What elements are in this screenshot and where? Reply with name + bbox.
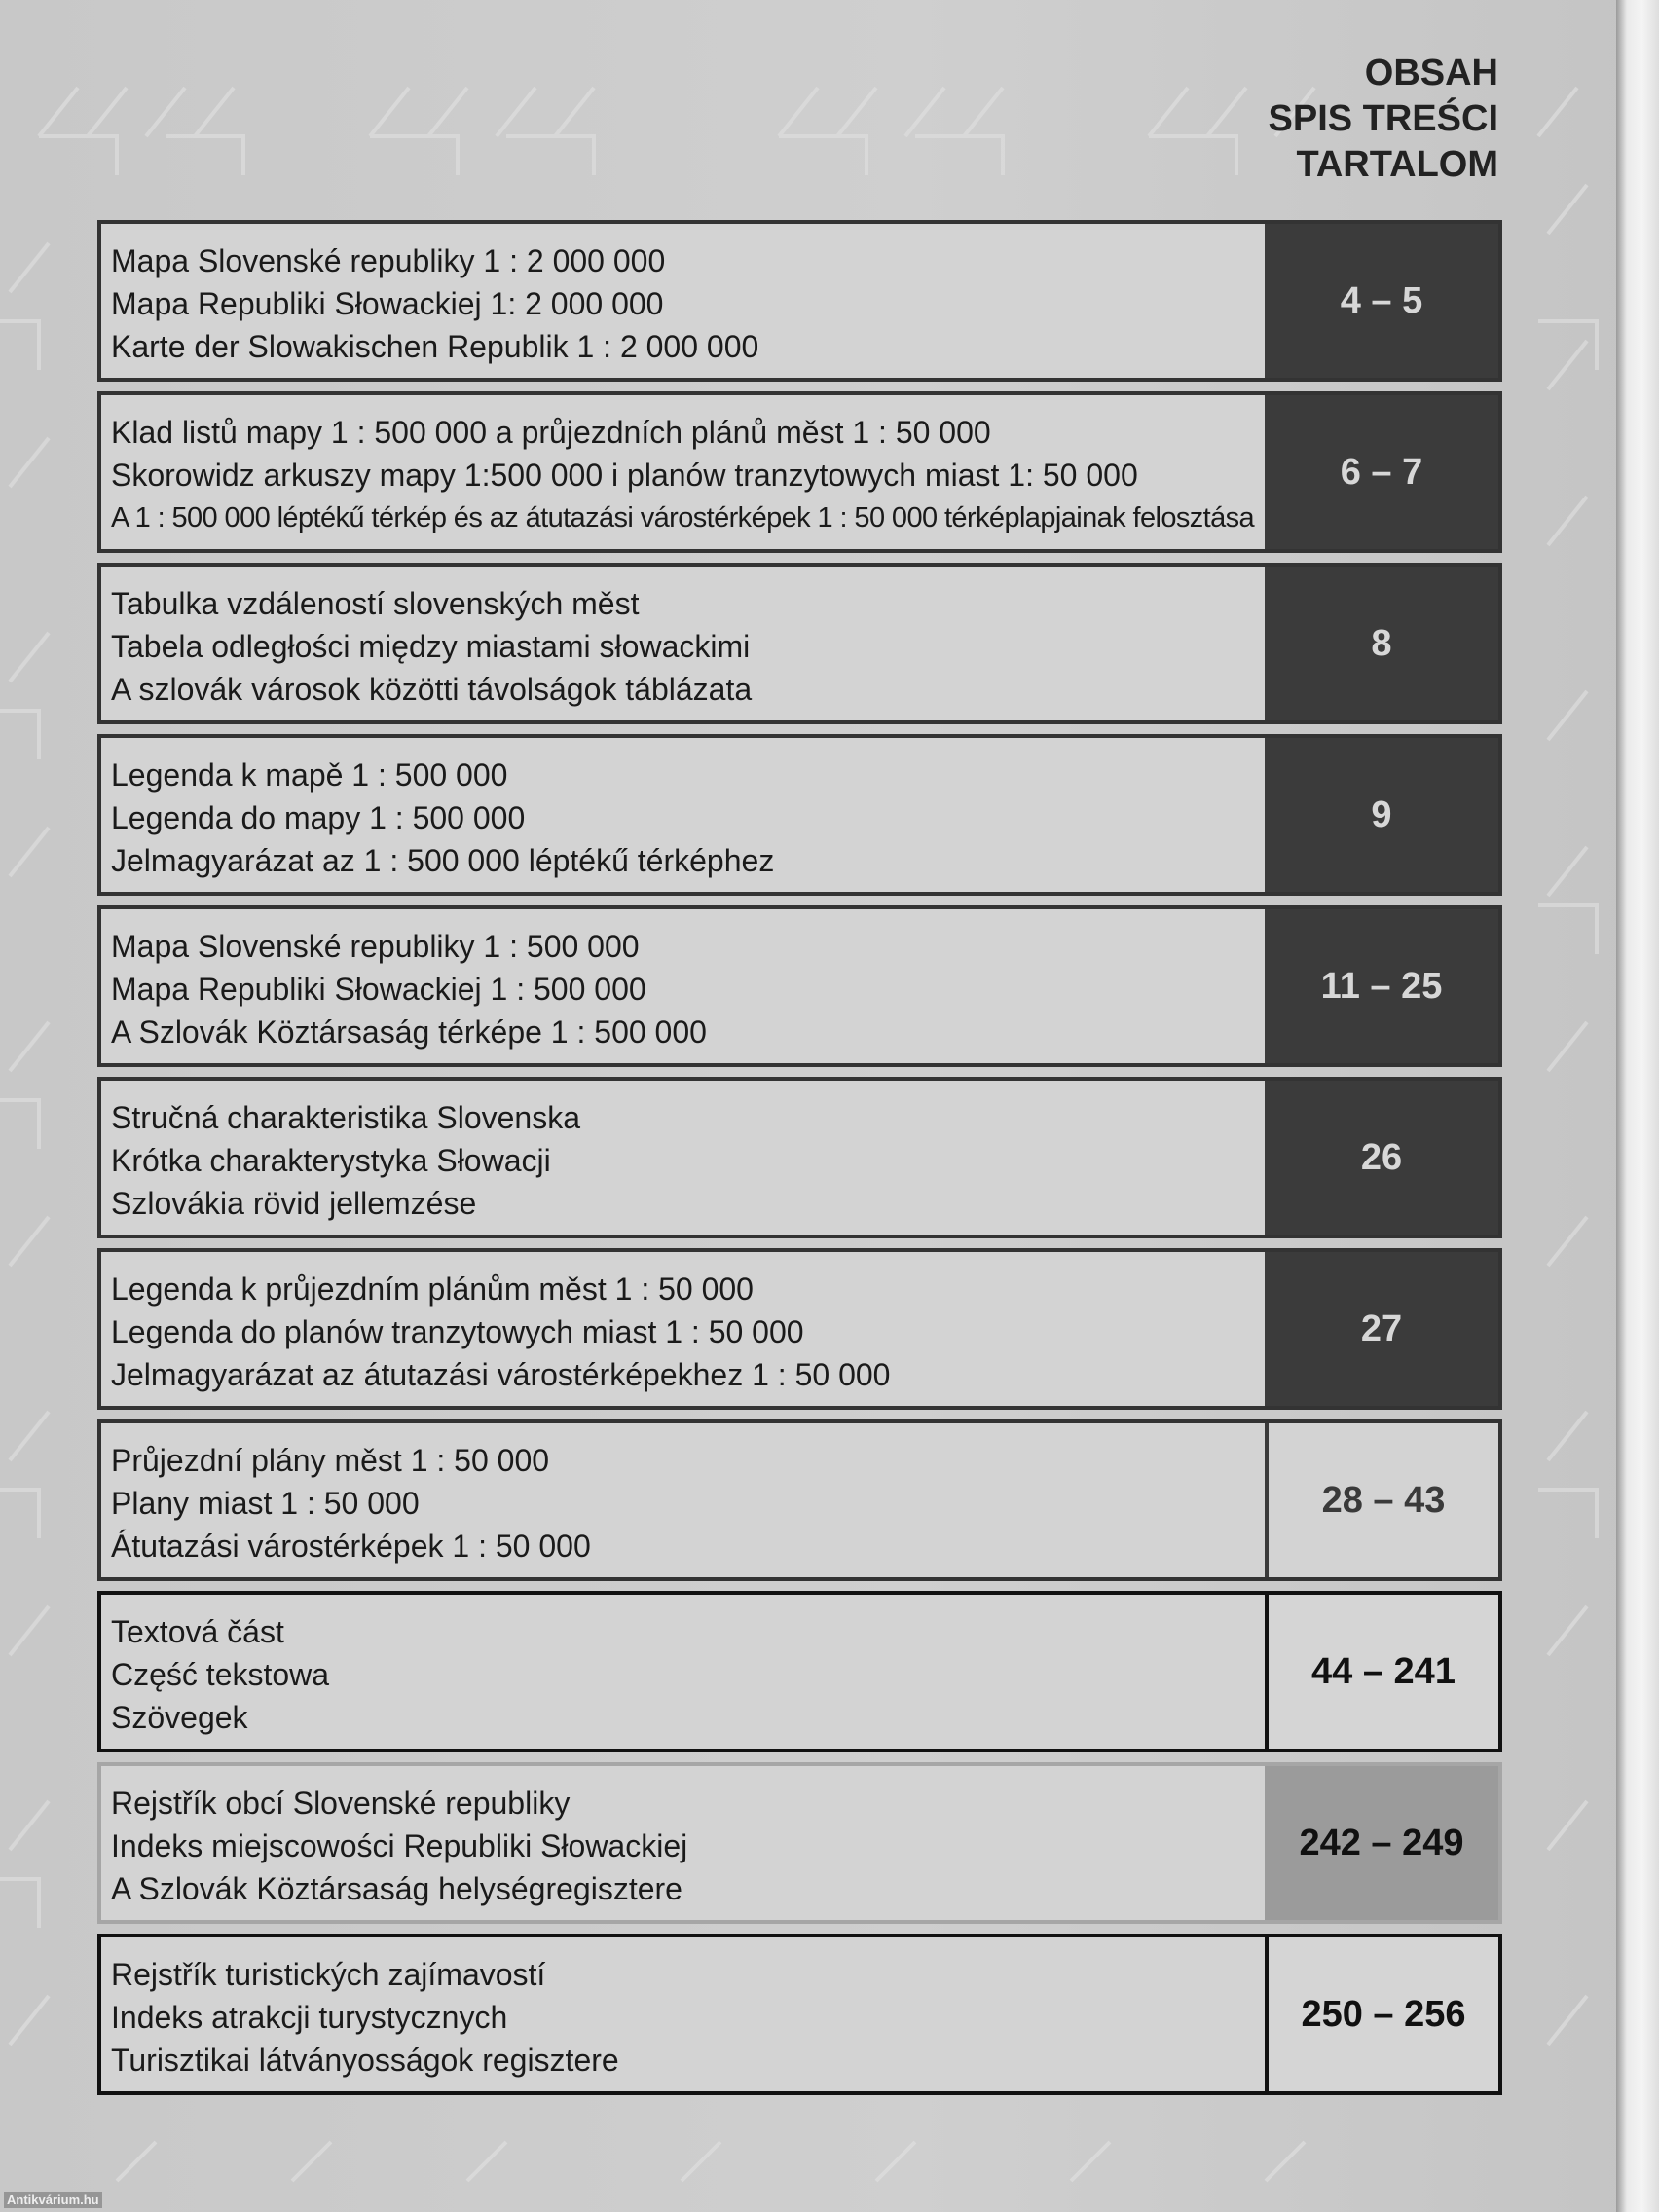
toc-entry[interactable] — [97, 905, 1502, 1067]
toc-entry[interactable] — [97, 1077, 1502, 1238]
toc-entry[interactable] — [97, 563, 1502, 724]
page-range: 250 – 256 — [1265, 1937, 1498, 2091]
entry-title-line: A Szlovák Köztársaság helységregisztere — [111, 1871, 682, 1906]
entry-titles — [101, 1423, 1265, 1577]
page-range: 11 – 25 — [1265, 909, 1498, 1063]
entry-title-line: Szlovákia rövid jellemzése — [111, 1186, 477, 1221]
entry-title-line: A 1 : 500 000 léptékű térkép és az átutazási várostérképek 1 : 50 000 térképlapjainak felosztása — [111, 502, 1255, 534]
entry-title-line: Część tekstowa — [111, 1657, 330, 1692]
page-range: 6 – 7 — [1265, 395, 1498, 549]
heading-polish: SPIS TREŚCI — [1268, 98, 1498, 139]
page-range: 9 — [1265, 738, 1498, 892]
page-range: 242 – 249 — [1265, 1766, 1498, 1920]
entry-title-line: Legenda do planów tranzytowych miast 1 : 50 000 — [111, 1314, 804, 1349]
entry-titles — [101, 1081, 1265, 1235]
toc-entry[interactable] — [97, 1762, 1502, 1924]
entry-title-line: Jelmagyarázat az átutazási várostérképekhez 1 : 50 000 — [111, 1357, 891, 1392]
page-edge — [1616, 0, 1659, 2212]
entry-title-line: Szövegek — [111, 1700, 248, 1735]
toc-entry[interactable] — [97, 220, 1502, 382]
entry-title-line: Tabela odległości między miastami słowackimi — [111, 629, 751, 664]
entry-title-line: Karte der Slowakischen Republik 1 : 2 000 000 — [111, 329, 759, 364]
entry-title-line: Textová část — [111, 1614, 284, 1649]
contents-heading — [1269, 51, 1499, 188]
toc-entry[interactable] — [97, 1248, 1502, 1410]
entry-title-line: Jelmagyarázat az 1 : 500 000 léptékű térképhez — [111, 843, 775, 878]
toc-entry[interactable] — [97, 1934, 1502, 2095]
entry-title-line: Indeks miejscowości Republiki Słowackiej — [111, 1828, 688, 1863]
toc-entry[interactable] — [97, 1419, 1502, 1581]
heading-czech: OBSAH — [1364, 53, 1498, 93]
entry-titles — [101, 1766, 1265, 1920]
entry-title-line: Legenda k průjezdním plánům měst 1 : 50 000 — [111, 1272, 754, 1307]
entry-titles — [101, 224, 1265, 378]
entry-title-line: Tabulka vzdáleností slovenských měst — [111, 586, 640, 621]
page-range: 28 – 43 — [1265, 1423, 1498, 1577]
watermark-text: Antikvárium.hu — [4, 2192, 102, 2208]
toc-entry[interactable] — [97, 1591, 1502, 1752]
entry-title-line: A szlovák városok közötti távolságok táblázata — [111, 672, 753, 707]
entry-title-line: Rejstřík obcí Slovenské republiky — [111, 1786, 571, 1821]
entry-title-line: Mapa Republiki Słowackiej 1 : 500 000 — [111, 972, 646, 1007]
entry-titles — [101, 395, 1265, 549]
entry-title-line: Mapa Republiki Słowackiej 1: 2 000 000 — [111, 286, 664, 321]
entry-titles — [101, 909, 1265, 1063]
page-range: 4 – 5 — [1265, 224, 1498, 378]
entry-title-line: Mapa Slovenské republiky 1 : 2 000 000 — [111, 243, 666, 278]
entry-title-line: Plany miast 1 : 50 000 — [111, 1486, 420, 1521]
entry-title-line: Stručná charakteristika Slovenska — [111, 1100, 580, 1135]
entry-title-line: Krótka charakterystyka Słowacji — [111, 1143, 551, 1178]
toc-entry[interactable] — [97, 391, 1502, 553]
entry-titles — [101, 1937, 1265, 2091]
entry-titles — [101, 567, 1265, 720]
entry-title-line: Indeks atrakcji turystycznych — [111, 2000, 508, 2035]
entry-titles — [101, 1252, 1265, 1406]
entry-title-line: Turisztikai látványosságok regisztere — [111, 2043, 619, 2078]
entry-title-line: Legenda do mapy 1 : 500 000 — [111, 800, 526, 835]
page-range: 26 — [1265, 1081, 1498, 1235]
entry-title-line: Průjezdní plány měst 1 : 50 000 — [111, 1443, 550, 1478]
entry-titles — [101, 738, 1265, 892]
page-range: 44 – 241 — [1265, 1595, 1498, 1749]
entry-title-line: Mapa Slovenské republiky 1 : 500 000 — [111, 929, 640, 964]
entry-title-line: Rejstřík turistických zajímavostí — [111, 1957, 546, 1992]
entry-titles — [101, 1595, 1265, 1749]
page-range: 8 — [1265, 567, 1498, 720]
entry-title-line: Átutazási várostérképek 1 : 50 000 — [111, 1529, 591, 1564]
toc-entry[interactable] — [97, 734, 1502, 896]
entry-title-line: Legenda k mapě 1 : 500 000 — [111, 757, 508, 793]
entry-title-line: Klad listů mapy 1 : 500 000 a průjezdních plánů měst 1 : 50 000 — [111, 415, 991, 450]
heading-hungarian: TARTALOM — [1296, 144, 1498, 185]
entry-title-line: Skorowidz arkuszy mapy 1:500 000 i planów tranzytowych miast 1: 50 000 — [111, 458, 1138, 493]
entry-title-line: A Szlovák Köztársaság térképe 1 : 500 000 — [111, 1014, 707, 1050]
page-range: 27 — [1265, 1252, 1498, 1406]
